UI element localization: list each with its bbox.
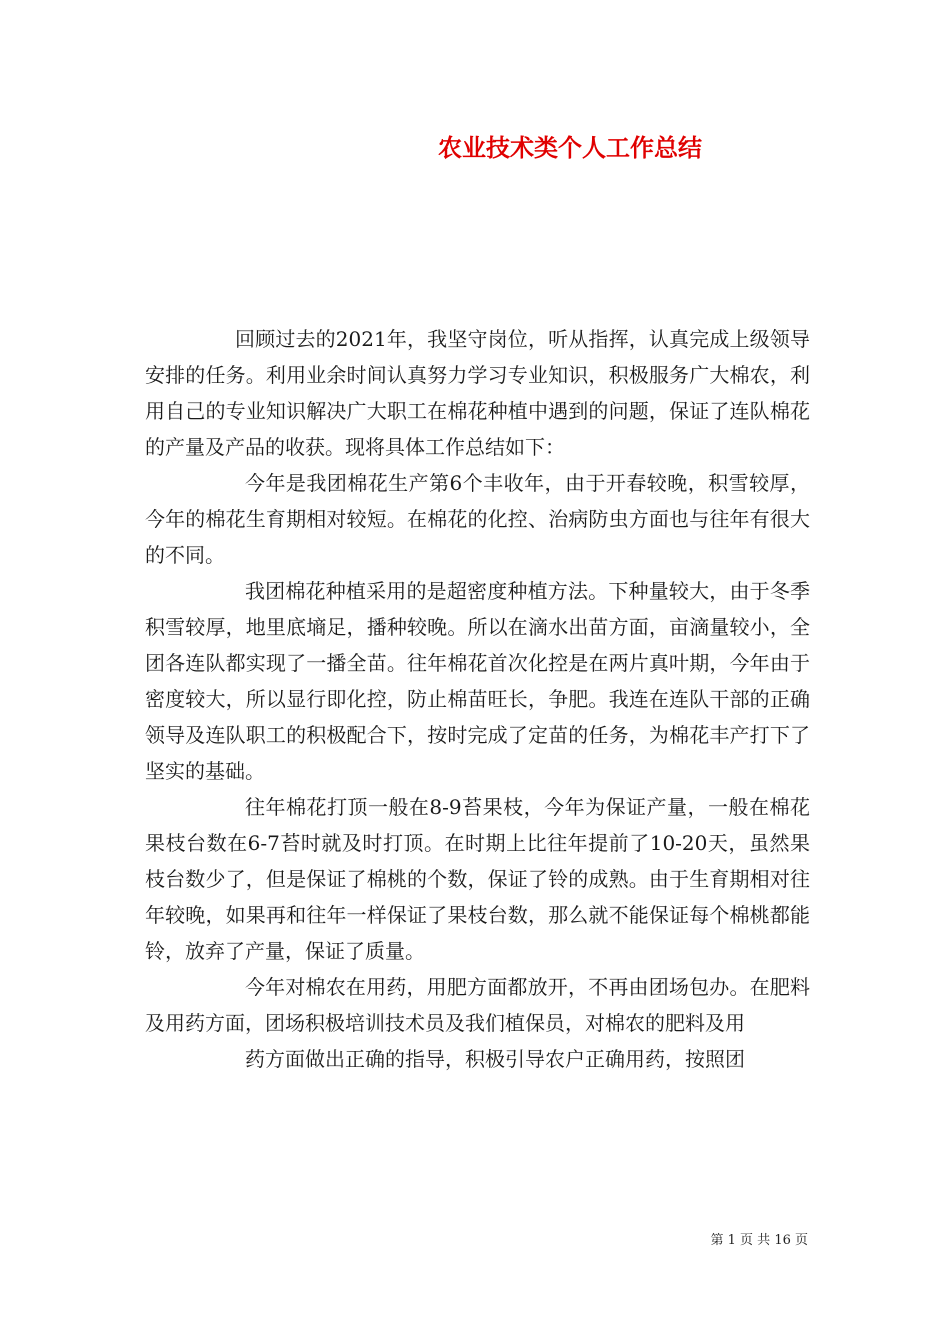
paragraph-fertilizer: 今年对棉农在用药，用肥方面都放开，不再由团场包办。在肥料及用药方面，团场积极培训技术员及我们植保员，对棉农的肥料及用: [145, 975, 810, 1035]
document-body: [145, 321, 810, 1077]
page-number-footer: 第 1 页 共 16 页: [710, 1233, 808, 1248]
paragraph-topping: 往年棉花打顶一般在8-9苔果枝，今年为保证产量，一般在棉花果枝台数在6-7苔时就及时打顶。在时期上比往年提前了10-20天，虽然果枝台数少了，但是保证了棉桃的个数，保证了铃的成熟。由于生育期相对往年较晚，如果再和往年一样保证了果枝台数，那么就不能保证每个棉桃都能铃，放弃了产量，保证了质量。: [145, 795, 810, 963]
paragraph-planting: 我团棉花种植采用的是超密度种植方法。下种量较大，由于冬季积雪较厚，地里底墒足，播种较晚。所以在滴水出苗方面，亩滴量较小，全团各连队都实现了一播全苗。往年棉花首次化控是在两片真叶期，今年由于密度较大，所以显行即化控，防止棉苗旺长，争肥。我连在连队干部的正确领导及连队职工的积极配合下，按时完成了定苗的任务，为棉花丰产打下了坚实的基础。: [145, 579, 810, 783]
paragraph-guidance: 药方面做出正确的指导，积极引导农户正确用药，按照团: [245, 1047, 745, 1071]
paragraph-intro: 回顾过去的2021年，我坚守岗位，听从指挥，认真完成上级领导安排的任务。利用业余时间认真努力学习专业知识，积极服务广大棉农，利用自己的专业知识解决广大职工在棉花种植中遇到的问题，保证了连队棉花的产量及产品的收获。现将具体工作总结如下：: [145, 327, 810, 459]
paragraph-harvest: 今年是我团棉花生产第6个丰收年，由于开春较晚，积雪较厚，今年的棉花生育期相对较短。在棉花的化控、治病防虫方面也与往年有很大的不同。: [145, 471, 810, 567]
document-title: 农业技术类个人工作总结: [438, 133, 702, 162]
